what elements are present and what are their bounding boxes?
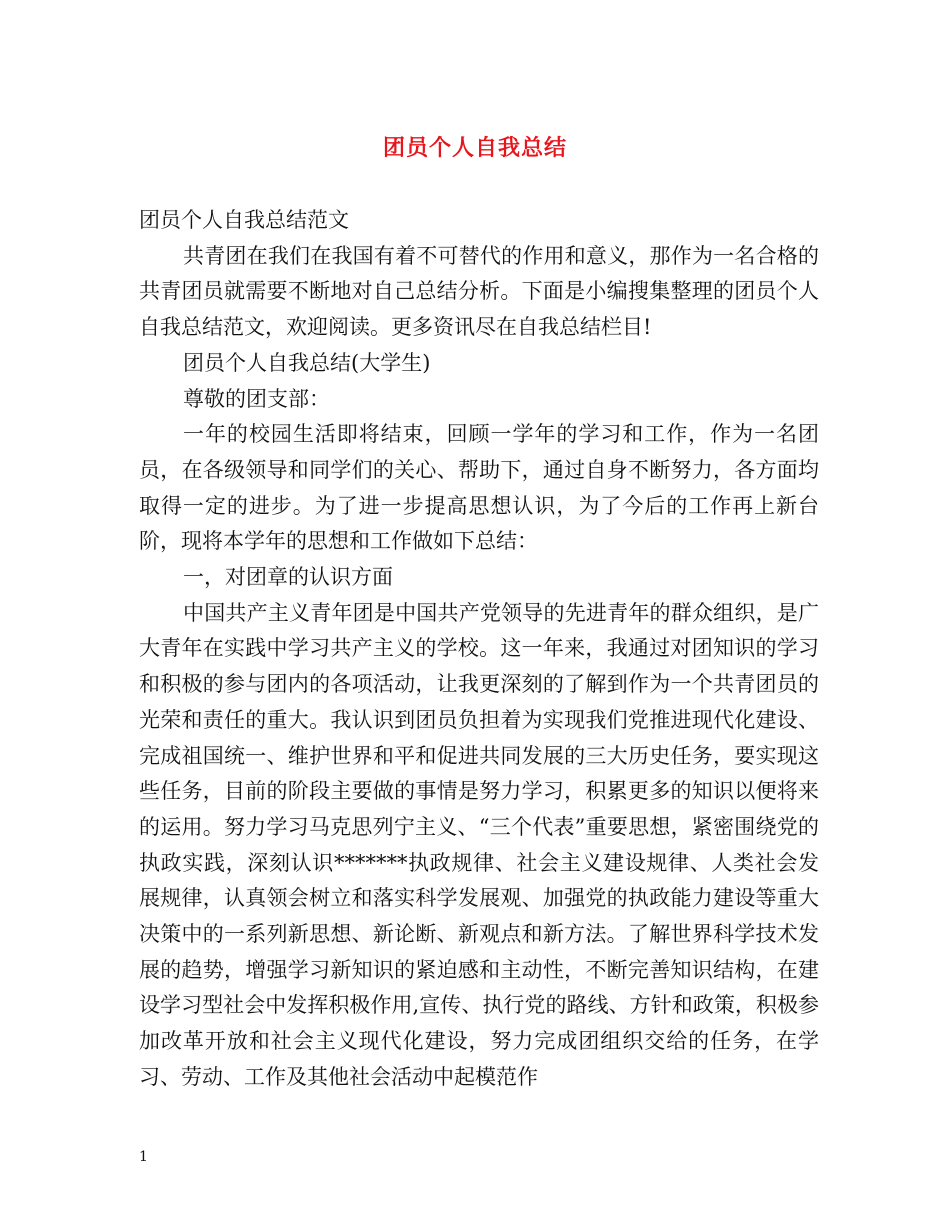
paragraph-section-heading: 一，对团章的认识方面 <box>183 565 393 590</box>
paragraph-intro: 共青团在我们在我国有着不可替代的作用和意义，那作为一名合格的共青团员就需要不断地对自己总结分析。下面是小编搜集整理的团员个人自我总结范文，欢迎阅读。更多资讯尽在自我总结栏目! <box>139 243 819 340</box>
paragraph-salutation: 尊敬的团支部： <box>183 386 330 411</box>
paragraph-subtitle: 团员个人自我总结范文 <box>139 208 349 232</box>
paragraph-section-body: 中国共产主义青年团是中国共产党领导的先进青年的群众组织，是广大青年在实践中学习共产主义的学校。这一年来，我通过对团知识的学习和积极的参与团内的各项活动，让我更深刻的了解到作为一个共青团员的光荣和责任的重大。我认识到团员负担着为实现我们党推进现代化建设、完成祖国统一、维护世界和平和促进共同发展的三大历史任务，要实现这些任务，目前的阶段主要做的事情是努力学习，积累更多的知识以便将来的运用。努力学习马克思列宁主义、“三个代表”重要思想，紧密围绕党的执政实践，深刻认识*******执政规律、社会主义建设规律、人类社会发展规律，认真领会树立和落实科学发展观、加强党的执政能力建设等重大决策中的一系列新思想、新论断、新观点和新方法。了解世界科学技术发展的趋势，增强学习新知识的紧迫感和主动性，不断完善知识结构，在建设学习型社会中发挥积极作用,宣传、执行党的路线、方针和政策，积极参加改革开放和社会主义现代化建设，努力完成团组织交给的任务，在学习、劳动、工作及其他社会活动中起模范作 <box>139 600 819 1089</box>
paragraph-heading: 团员个人自我总结(大学生) <box>183 350 431 375</box>
document-title: 团员个人自我总结 <box>382 135 567 161</box>
document-body <box>139 203 819 1096</box>
page-number: 1 <box>139 1149 148 1165</box>
paragraph-overview: 一年的校园生活即将结束，回顾一学年的学习和工作，作为一名团员，在各级领导和同学们的关心、帮助下，通过自身不断努力，各方面均取得一定的进步。为了进一步提高思想认识，为了今后的工作再上新台阶，现将本学年的思想和工作做如下总结： <box>139 422 819 554</box>
